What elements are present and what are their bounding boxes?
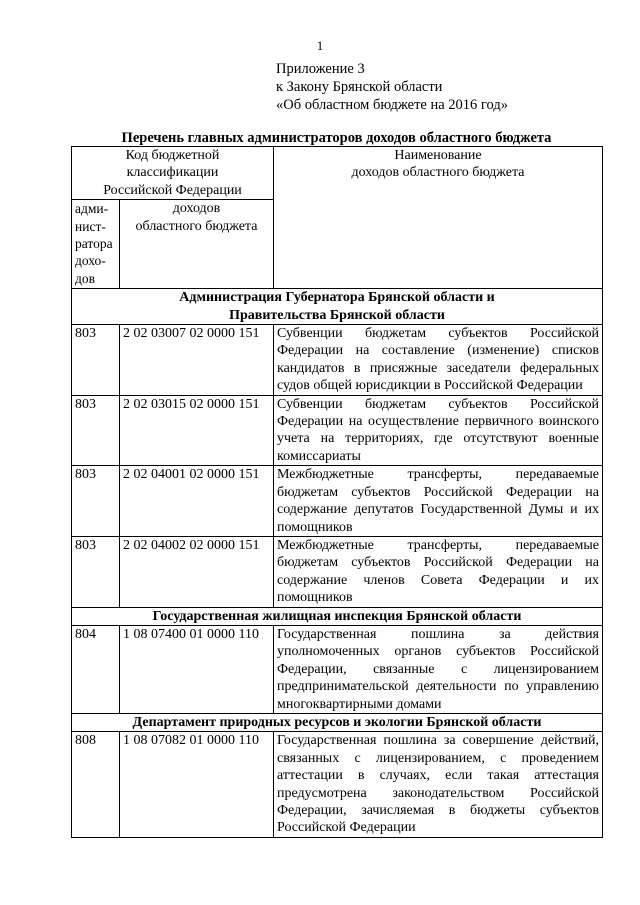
page-number: 1 [316, 38, 324, 53]
budget-code-cell: 1 08 07082 01 0000 110 [120, 732, 274, 837]
section-title [72, 607, 603, 625]
section-title [72, 713, 603, 731]
income-name-cell: Государственная пошлина за действия уполномоченных органов субъектов Российской Федерации, связанные с лицензированием предпринимательской деятельности по управлению многоквартирными домами [274, 625, 603, 713]
header-line: областного бюджета [135, 218, 258, 234]
header-line: дов [75, 270, 95, 286]
table-row [72, 325, 603, 396]
header-line: доходов [172, 201, 221, 217]
header-row [72, 147, 603, 200]
income-name-cell: Субвенции бюджетам субъектов Российской Федерации на осуществление первичного воинского учета на территориях, где отсутствуют военные комиссариаты [274, 395, 603, 466]
appendix-line: Приложение 3 [276, 61, 365, 77]
document-title: Перечень главных администраторов доходов областного бюджета [121, 130, 552, 146]
admin-code-cell: 803 [72, 536, 120, 607]
appendix-note [276, 60, 508, 114]
budget-code-cell: 2 02 04001 02 0000 151 [120, 466, 274, 537]
table-row [72, 732, 603, 837]
table-row [72, 395, 603, 466]
admin-code-cell: 808 [72, 732, 120, 837]
header-line: Наименование [394, 148, 482, 163]
section-title [72, 289, 603, 325]
header-line: дохо- [75, 253, 106, 269]
income-name-cell: Государственная пошлина за совершение действий, связанных с лицензированием, с проведением аттестации в случаях, если такая аттестация предусмотрена законодательством Российской Федерации, зачисляемая в бюджеты субъектов Российской Федерации [274, 732, 603, 837]
income-header [120, 200, 274, 289]
budget-code-cell: 1 08 07400 01 0000 110 [120, 625, 274, 713]
table-row [72, 466, 603, 537]
table-row [72, 536, 603, 607]
admin-code-cell: 803 [72, 395, 120, 466]
header-line: ратора [75, 236, 113, 252]
name-header [274, 147, 603, 289]
section-row [72, 289, 603, 325]
income-name-cell: Субвенции бюджетам субъектов Российской Федерации на составление (изменение) списков кандидатов в присяжные заседатели федеральных судов общей юрисдикции в Российской Федерации [274, 325, 603, 396]
section-title-line: Департамент природных ресурсов и экологии Брянской области [132, 714, 542, 730]
header-line: нист- [75, 218, 106, 234]
header-line: классификации [126, 165, 219, 181]
section-title-line: Правительства Брянской области [229, 307, 445, 323]
header-line: адми- [75, 201, 109, 217]
header-line: доходов областного бюджета [351, 165, 525, 181]
admin-code-cell: 803 [72, 466, 120, 537]
section-title-line: Государственная жилищная инспекция Брянской области [152, 608, 522, 624]
admin-code-cell: 803 [72, 325, 120, 396]
section-title-line: Администрация Губернатора Брянской области и [179, 290, 495, 306]
budget-code-cell: 2 02 04002 02 0000 151 [120, 536, 274, 607]
budget-code-cell: 2 02 03007 02 0000 151 [120, 325, 274, 396]
header-line: Код бюджетной [125, 148, 220, 163]
section-row [72, 607, 603, 625]
code-group-header [72, 147, 274, 200]
administrators-table [71, 146, 603, 838]
income-name-cell: Межбюджетные трансферты, передаваемые бюджетам субъектов Российской Федерации на содержание депутатов Государственной Думы и их помощников [274, 466, 603, 537]
header-line: Российской Федерации [103, 182, 242, 198]
appendix-line: к Закону Брянской области [276, 79, 443, 95]
table-row [72, 625, 603, 713]
appendix-line: «Об областном бюджете на 2016 год» [276, 97, 508, 113]
budget-code-cell: 2 02 03015 02 0000 151 [120, 395, 274, 466]
income-name-cell: Межбюджетные трансферты, передаваемые бюджетам субъектов Российской Федерации на содержание членов Совета Федерации и их помощников [274, 536, 603, 607]
admin-code-cell: 804 [72, 625, 120, 713]
admin-header [72, 200, 120, 289]
section-row [72, 713, 603, 731]
